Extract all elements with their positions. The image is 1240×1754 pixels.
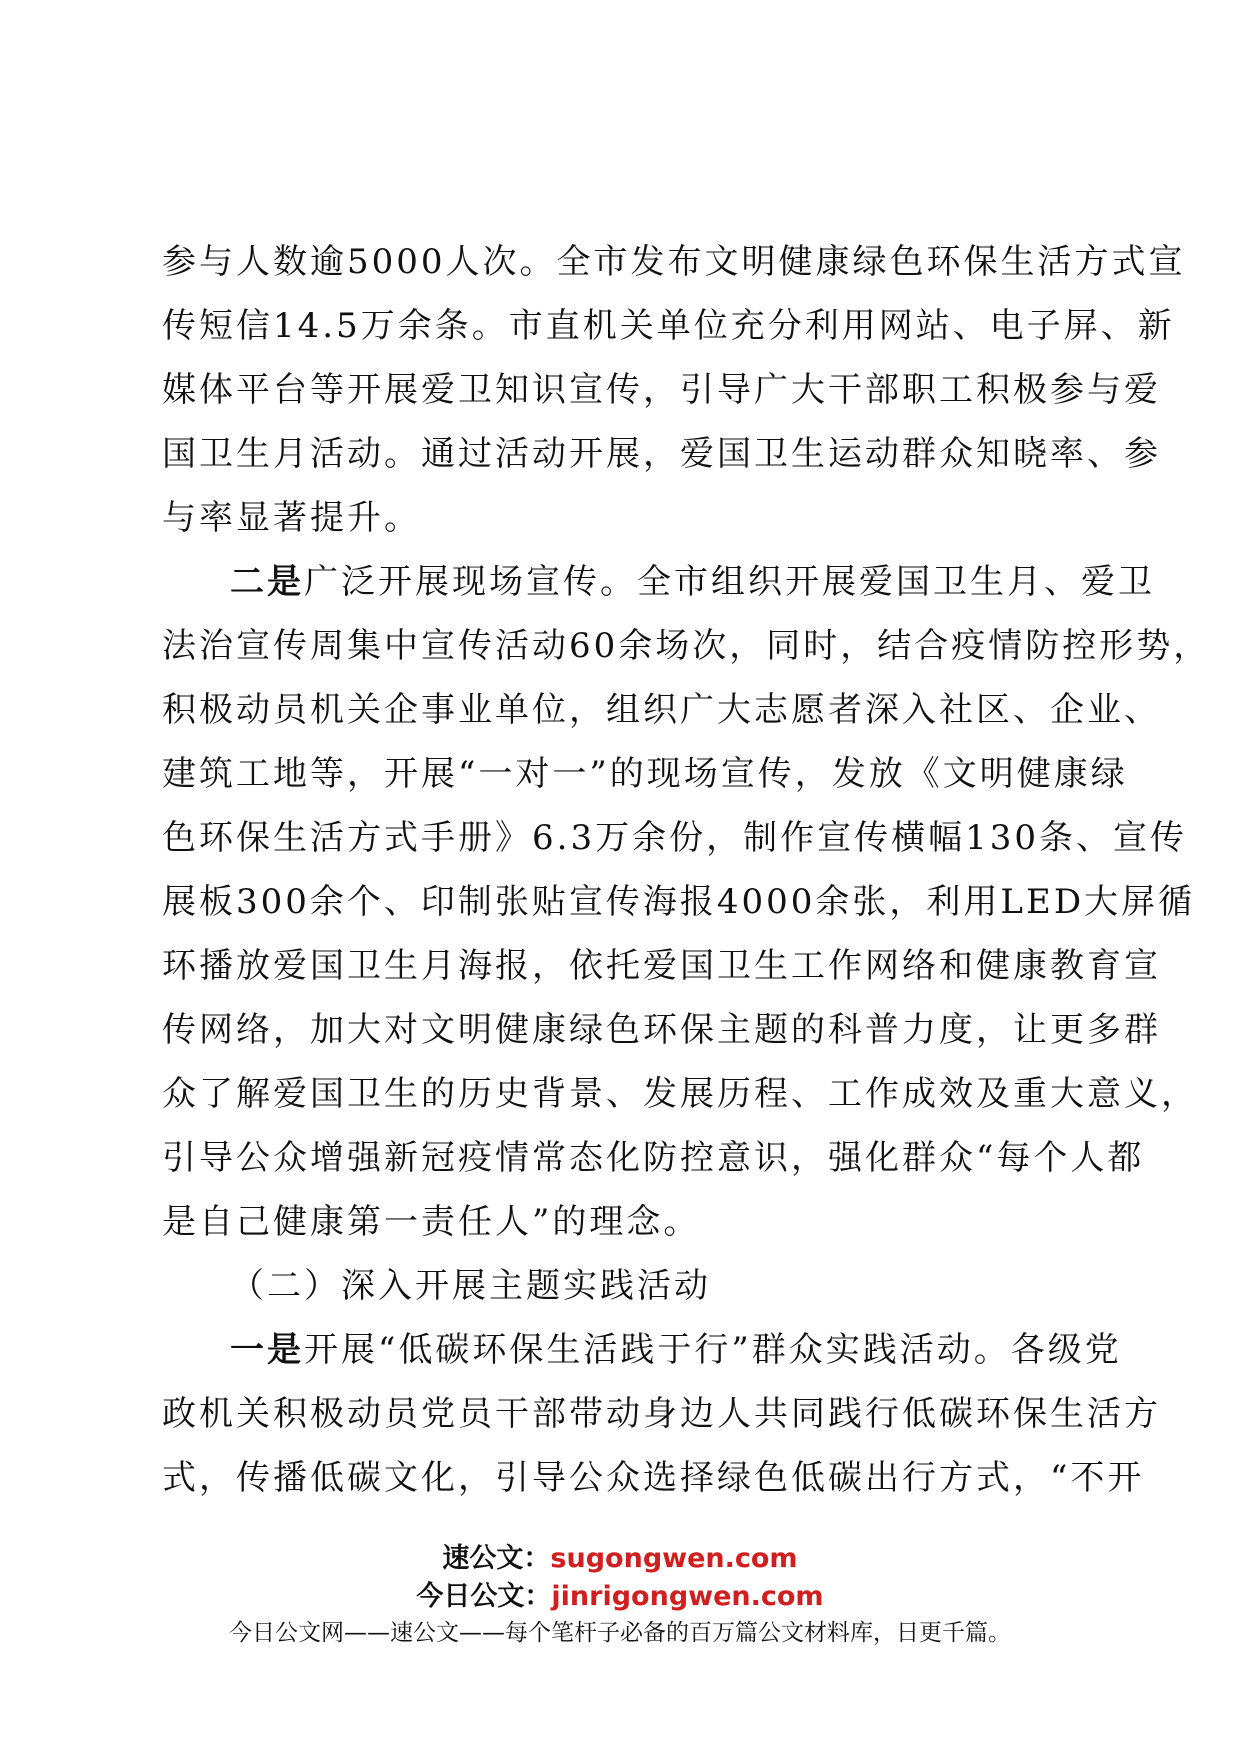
document-body xyxy=(162,230,1211,1510)
body-line: 建筑工地等，开展“一对一”的现场宣传，发放《文明健康绿 xyxy=(162,754,1128,794)
paragraph-lead: 二是 xyxy=(230,562,304,602)
paragraph-first-line xyxy=(162,1318,1122,1382)
body-line: 与率显著提升。 xyxy=(162,498,421,538)
body-line: 引导公众增强新冠疫情常态化防控意识，强化群众“每个人都 xyxy=(162,1138,1145,1178)
body-line: 法治宣传周集中宣传活动60余场次，同时，结合疫情防控形势， xyxy=(162,626,1211,666)
body-line: 媒体平台等开展爱卫知识宣传，引导广大干部职工积极参与爱 xyxy=(162,370,1161,410)
footer-slogan: 今日公文网——速公文——每个笔杆子必备的百万篇公文材料库，日更千篇。 xyxy=(229,1620,1011,1646)
paragraph-first-line xyxy=(162,550,1155,614)
body-line: 展板300余个、印制张贴宣传海报4000余张，利用LED大屏循 xyxy=(162,882,1196,922)
body-line: 国卫生月活动。通过活动开展，爱国卫生运动群众知晓率、参 xyxy=(162,434,1161,474)
body-line: 传短信14.5万余条。市直机关单位充分利用网站、电子屏、新 xyxy=(162,306,1175,346)
paragraph-lead: 一是 xyxy=(230,1330,304,1370)
footer-link-sugongwen[interactable]: sugongwen.com xyxy=(550,1543,798,1574)
paragraph-text: 开展“低碳环保生活践于行”群众实践活动。各级党 xyxy=(304,1330,1122,1370)
body-line: 政机关积极动员党员干部带动身边人共同践行低碳环保生活方 xyxy=(162,1394,1161,1434)
body-line: 众了解爱国卫生的历史背景、发展历程、工作成效及重大意义， xyxy=(162,1074,1198,1114)
footer-link-jinrigongwen[interactable]: jinrigongwen.com xyxy=(551,1581,824,1612)
paragraph-text: 广泛开展现场宣传。全市组织开展爱国卫生月、爱卫 xyxy=(304,562,1155,602)
body-line: 传网络，加大对文明健康绿色环保主题的科普力度，让更多群 xyxy=(162,1010,1161,1050)
body-line: 式，传播低碳文化，引导公众选择绿色低碳出行方式，“不开 xyxy=(162,1458,1145,1498)
body-line: 是自己健康第一责任人”的理念。 xyxy=(162,1202,701,1242)
body-line: 参与人数逾5000人次。全市发布文明健康绿色环保生活方式宣 xyxy=(162,242,1186,282)
section-heading: （二）深入开展主题实践活动 xyxy=(230,1266,711,1306)
body-line: 色环保生活方式手册》6.3万余份，制作宣传横幅130条、宣传 xyxy=(162,818,1187,858)
body-line: 积极动员机关企事业单位，组织广大志愿者深入社区、企业、 xyxy=(162,690,1161,730)
footer-label: 今日公文： xyxy=(416,1581,552,1612)
body-line: 环播放爱国卫生月海报，依托爱国卫生工作网络和健康教育宣 xyxy=(162,946,1161,986)
footer-sugongwen xyxy=(0,1536,1240,1575)
footer-label: 速公文： xyxy=(442,1543,551,1574)
footer-jinrigongwen xyxy=(0,1574,1240,1613)
